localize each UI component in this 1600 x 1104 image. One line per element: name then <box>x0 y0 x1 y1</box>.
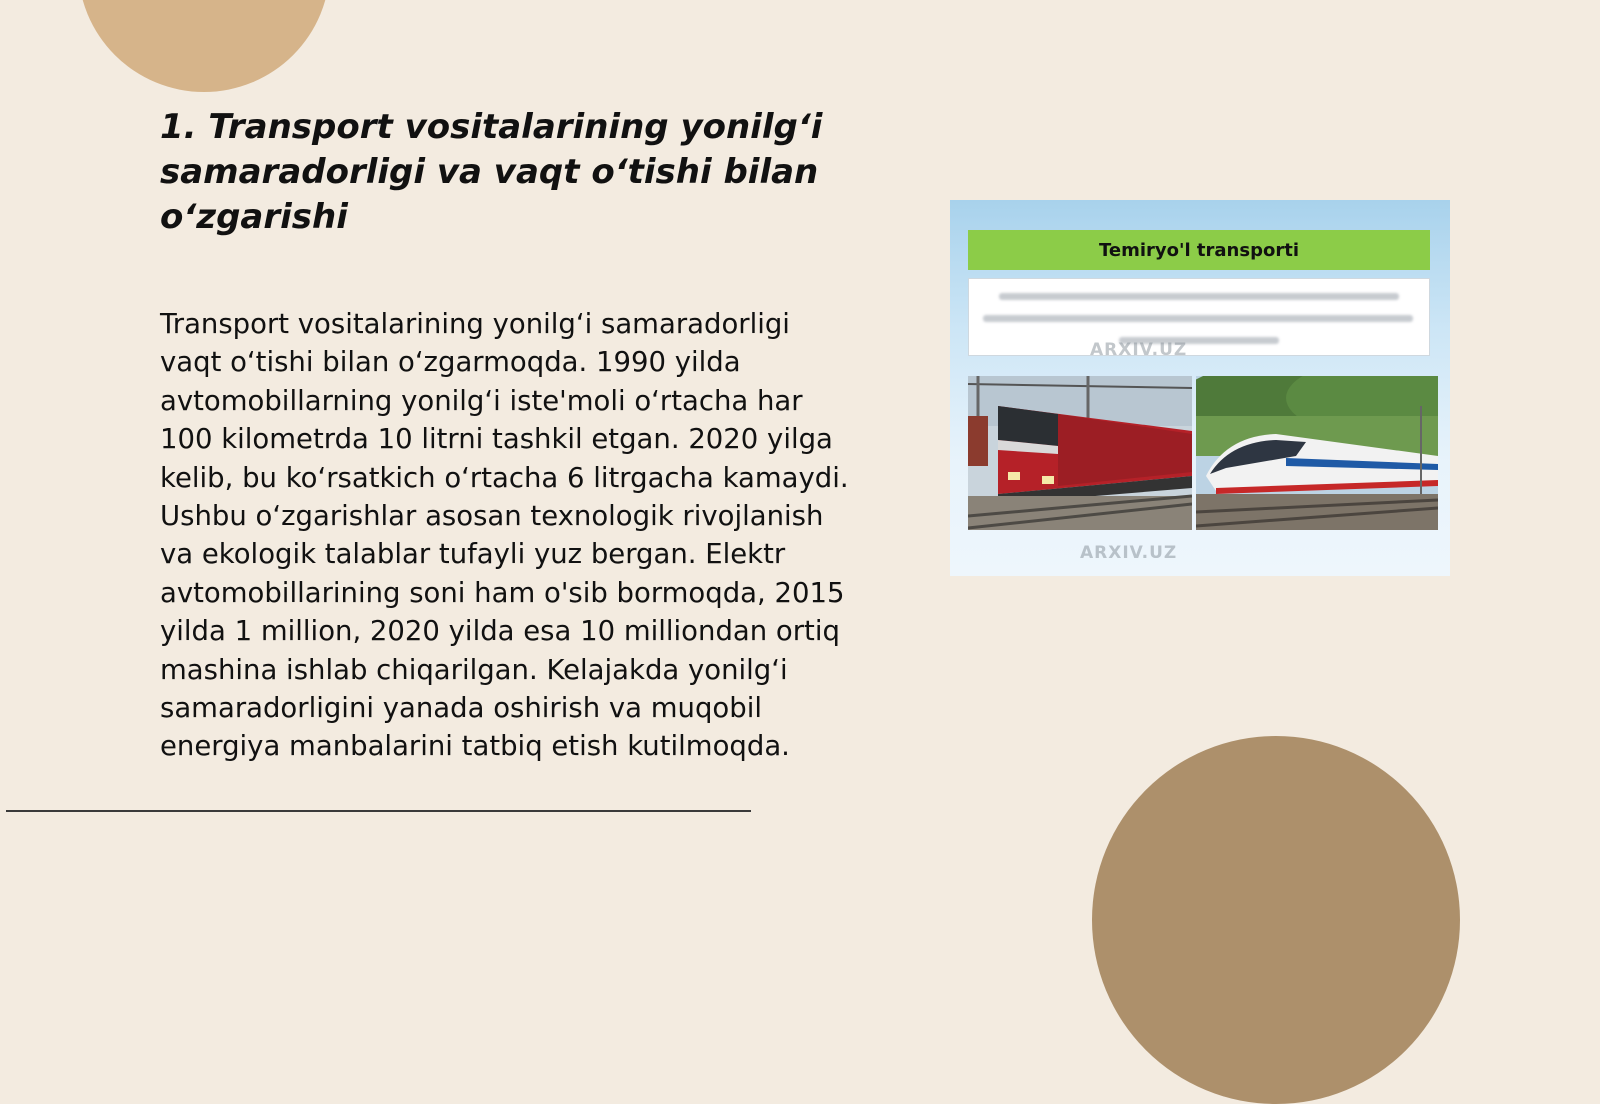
slide-title: 1. Transport vositalarining yonilg‘i samaradorligi va vaqt o‘tishi bilan o‘zgarishi <box>160 107 823 237</box>
watermark: ARXIV.UZ <box>1080 543 1178 563</box>
image-caption-box <box>968 278 1430 356</box>
image-banner: Temiryo'l transporti <box>968 230 1430 270</box>
divider-line <box>6 810 751 812</box>
slide-body-text: Transport vositalarining yonilg‘i samaradorligi vaqt o‘tishi bilan o‘zgarmoqda. 1990 yilda avtomobillarning yonilg‘i iste'moli o‘rtacha har 100 kilometrda 10 litrni tashkil etgan. 2020 yilga kelib, bu ko‘rsatkich o‘rtacha 6 litrgacha kamaydi. Ushbu o‘zgarishlar asosan texnologik rivojlanish va ekologik talablar tufayli yuz bergan. Elektr avtomobillarining soni ham o'sib bormoqda, 2015 yilda 1 million, 2020 yilda esa 10 milliondan ortiq mashina ishlab chiqarilgan. Kelajakda yonilg‘i samaradorligini yanada oshirish va muqobil energiya manbalarini tatbiq etish kutilmoqda. <box>160 308 849 763</box>
decorative-circle-top <box>78 0 330 92</box>
red-locomotive-photo <box>968 376 1192 530</box>
railway-transport-image <box>950 200 1450 576</box>
high-speed-train-graphic <box>1196 376 1438 530</box>
red-locomotive-graphic <box>968 376 1192 530</box>
blurred-caption-line <box>999 293 1399 300</box>
watermark: ARXIV.UZ <box>1090 340 1188 360</box>
blurred-caption-line <box>983 315 1413 322</box>
decorative-circle-bottom <box>1092 736 1460 1104</box>
high-speed-train-photo <box>1196 376 1438 530</box>
